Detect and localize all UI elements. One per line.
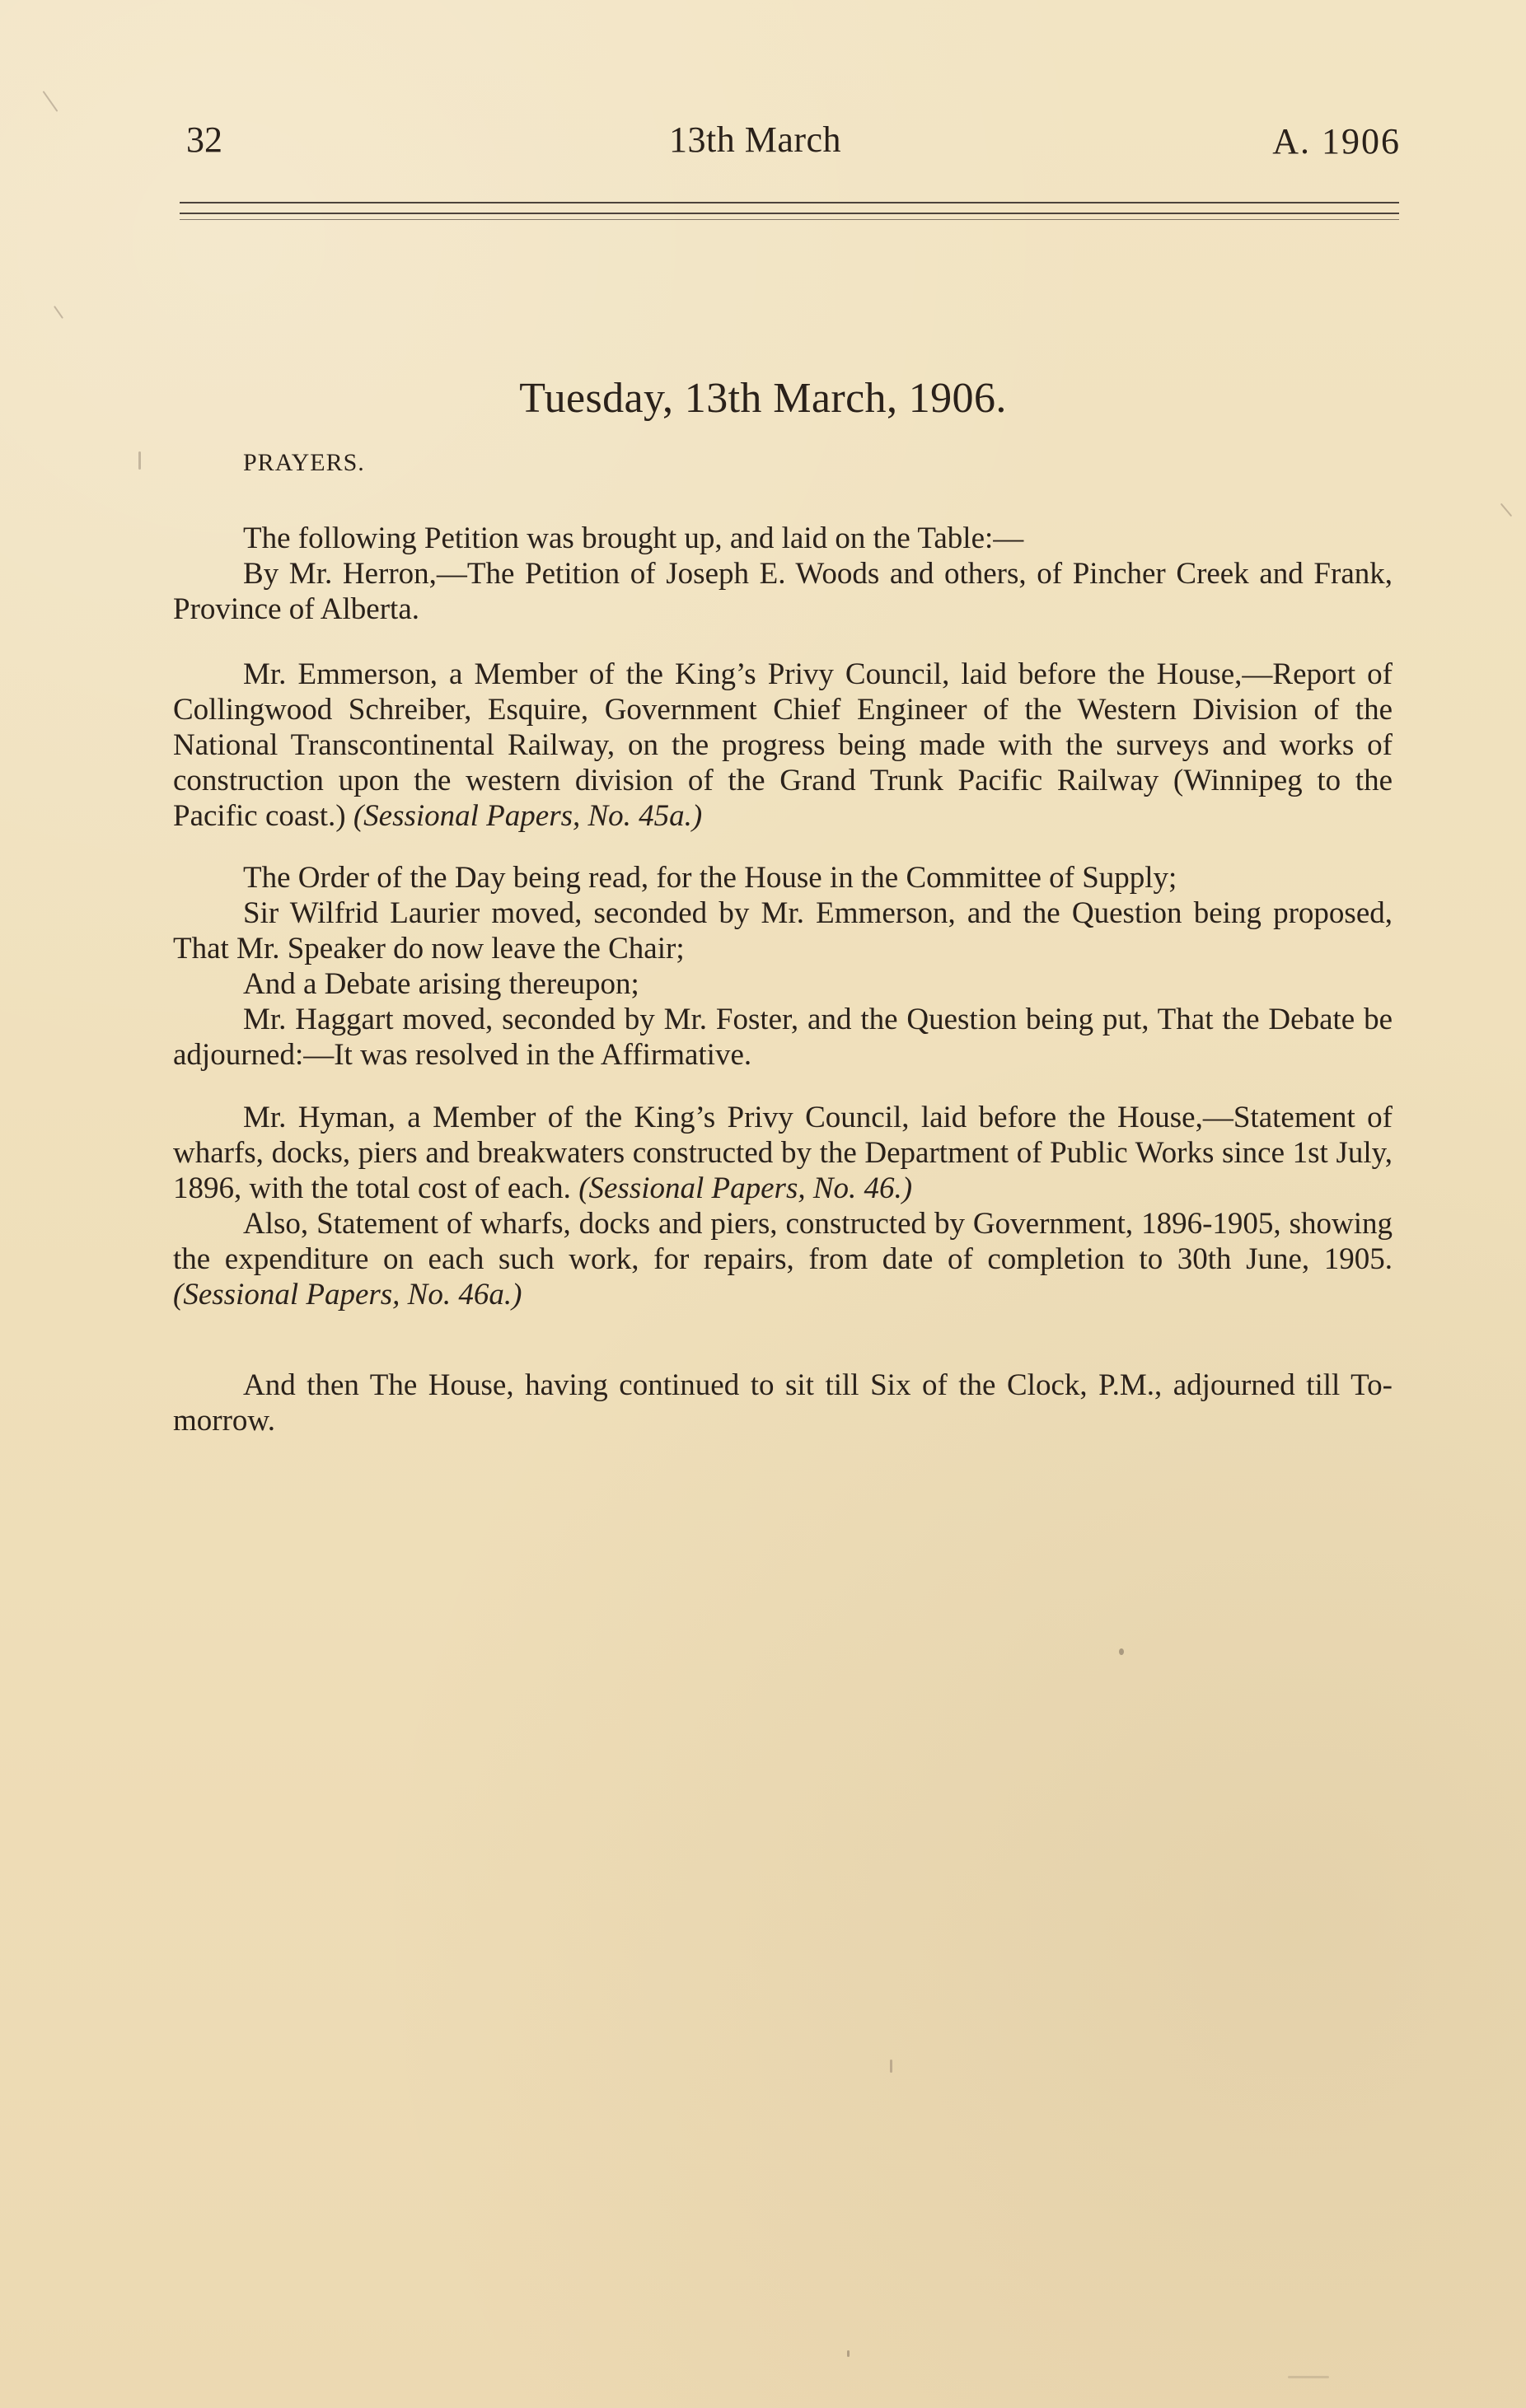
- page-title: Tuesday, 13th March, 1906.: [519, 375, 1007, 422]
- page-header: [173, 119, 1401, 180]
- paragraph: The following Petition was brought up, and laid on the Table:—: [243, 521, 1024, 555]
- paper-speck: [1288, 2376, 1329, 2378]
- paragraph: [173, 1206, 1393, 1312]
- paper-speck: [847, 2350, 850, 2357]
- sessional-paper-reference: (Sessional Papers, No. 46.): [578, 1171, 913, 1205]
- year-mark: A. 1906: [1272, 121, 1401, 161]
- paragraph-text: Also, Statement of wharfs, docks and piers, constructed by Government, 1896-1905, showing the expenditure on each such work, for repairs, from date of completion to 30th June, 1905.: [173, 1207, 1393, 1276]
- statement-section: [173, 1100, 1393, 1312]
- paper-speck: [138, 451, 141, 470]
- paper-speck: [43, 91, 59, 112]
- paper-speck: [54, 306, 63, 319]
- paragraph: And then The House, having continued to sit till Six of the Clock, P.M., adjourned till To-morrow.: [173, 1368, 1393, 1438]
- header-rule: [180, 219, 1399, 220]
- header-rule: [180, 202, 1399, 203]
- page-number: 32: [186, 119, 222, 160]
- debate-section: [173, 860, 1393, 1073]
- sessional-paper-reference: (Sessional Papers, No. 45a.): [353, 799, 703, 833]
- report-section: [173, 657, 1393, 834]
- adjournment-section: [173, 1368, 1393, 1438]
- paragraph: Sir Wilfrid Laurier moved, seconded by Mr. Emmerson, and the Question being proposed, That Mr. Speaker do now leave the Chair;: [173, 896, 1393, 966]
- paragraph: The Order of the Day being read, for the House in the Committee of Supply;: [243, 861, 1177, 895]
- paragraph: Mr. Haggart moved, seconded by Mr. Foster, and the Question being put, That the Debate be adjourned:—It was resolved in the Affirmative.: [173, 1003, 1393, 1072]
- paragraph: [173, 657, 1393, 834]
- sessional-paper-reference: (Sessional Papers, No. 46a.): [173, 1278, 522, 1312]
- paragraph: And a Debate arising thereupon;: [243, 967, 639, 1001]
- petition-section: [173, 521, 1393, 627]
- paper-speck: [1500, 503, 1512, 517]
- paper-speck: [890, 2060, 892, 2073]
- paragraph-text: Mr. Hyman, a Member of the King’s Privy Council, laid before the House,—Statement of wharfs, docks, piers and breakwaters constructed by the Department of Public Works since 1st July, 1896, with the total cost of each.: [173, 1101, 1393, 1205]
- paragraph: [173, 1100, 1393, 1206]
- running-head: 13th March: [669, 119, 842, 160]
- paper-speck: [1119, 1648, 1124, 1655]
- section-label: PRAYERS.: [243, 449, 365, 476]
- header-rule: [180, 213, 1399, 214]
- paragraph: By Mr. Herron,—The Petition of Joseph E. Woods and others, of Pincher Creek and Frank, Province of Alberta.: [173, 557, 1393, 626]
- paragraph-text: Mr. Emmerson, a Member of the King’s Privy Council, laid before the House,—Report of Collingwood Schreiber, Esquire, Government Chief Engineer of the Western Division of the National Transcontinental Railway, on the progress being made with the surveys and works of construction upon the western division of the Grand Trunk Pacific Railway (Winnipeg to the Pacific coast.): [173, 657, 1393, 833]
